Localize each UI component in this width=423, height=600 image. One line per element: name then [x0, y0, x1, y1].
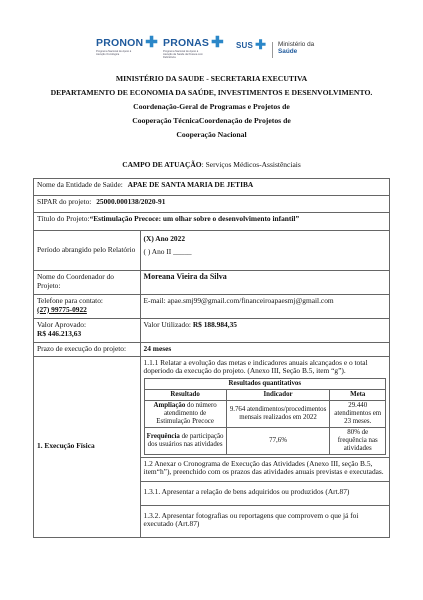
header-line4: Cooperação TécnicaCoordenação de Projetos de	[132, 116, 291, 125]
periodo-option-ano-2022: (X) Ano 2022	[143, 234, 186, 243]
plus-cross-icon: ✚	[145, 34, 158, 51]
row1-meta: 29.440 atendimentos em 23 meses.	[330, 400, 386, 427]
titulo-value: “Estimulação Precoce: um olhar sobre o desenvolvimento infantil”	[89, 214, 300, 223]
valor-aprovado-value: R$ 446.213,63	[37, 328, 82, 338]
row-sipar	[34, 196, 390, 213]
periodo-option-ano-ii: ( ) Ano II _____	[143, 246, 192, 256]
sus-logo-text: SUS	[236, 40, 254, 50]
valor-utilizado-label: Valor Utilizado:	[143, 320, 191, 329]
sipar-label: SIPAR do projeto:	[37, 197, 92, 206]
resultado-row-frequencia	[144, 427, 385, 454]
row-coordenador	[34, 271, 390, 295]
valor-utilizado-value: R$ 188.984,35	[192, 320, 237, 329]
campo-value: : Serviços Médicos-Assistênciais	[201, 160, 301, 169]
coordenador-label: Nome do Coordenador do Projeto:	[34, 271, 141, 295]
pronon-logo-subtitle: Programa Nacional de Apoio à Atenção Oncológica	[96, 50, 132, 56]
row1-indicador: 9.764 atendimentos/procedimentos mensais realizados em 2022	[226, 400, 330, 427]
telefone-label: Telefone para contato:	[37, 296, 103, 305]
row2-resultado-bold: Frequência	[146, 432, 180, 440]
ministerio-line2: Saúde	[278, 48, 298, 56]
coordenador-value: Moreana Vieira da Silva	[140, 271, 389, 295]
col-indicador-header: Indicador	[226, 389, 330, 400]
logo-divider	[272, 42, 273, 58]
row2-resultado: de participação dos usuários nas atividades	[147, 432, 224, 448]
item-1-3-1: 1.3.1. Apresentar a relação de bens adquiridos ou produzidos (Art.87)	[141, 481, 389, 503]
header-line2: DEPARTAMENTO DE ECONOMIA DA SAÚDE, INVESTIMENTOS E DESENVOLVIMENTO.	[50, 88, 373, 97]
header-line3: Coordenação-Geral de Programas e Projetos de	[133, 102, 290, 111]
item-1-3-2: 1.3.2. Apresentar fotografias ou reportagens que comprovem o que já foi executado (Art.87)	[141, 505, 389, 535]
telefone-value: (27) 99775-0922	[37, 304, 87, 314]
pronas-logo-subtitle: Programa Nacional de Apoio à Atenção da Saúde da Pessoa com Deficiência	[163, 50, 203, 59]
item-1-1-1: 1.1.1 Relatar a evolução das metas e indicadores anuais alcançados e o total doperiodo da execução do projeto. (Anexo III, Seção B.5, item “g”).	[143, 357, 368, 376]
project-form-table	[33, 178, 390, 538]
item-1-2: 1.2 Anexar o Cronograma de Execução das Atividades (Anexo III, seção B.5, item“h”), preenchido com os prazos das atividades anuais previstas e executadas.	[141, 457, 389, 479]
resultados-title: Resultados quantitativos	[144, 378, 385, 389]
row-periodo	[34, 231, 390, 271]
pronas-logo-text: PRONAS	[163, 37, 210, 49]
row1-resultado: do número atendimento de Estimulação Precoce	[156, 401, 217, 425]
periodo-label: Período abrangido pelo Relatório	[34, 231, 141, 271]
resultados-quantitativos-table	[144, 378, 386, 455]
prazo-value: 24 meses	[140, 343, 389, 357]
sus-logo	[236, 37, 266, 52]
col-meta-header: Meta	[330, 389, 386, 400]
email-value: E-mail: apae.smj99@gmail.com/financeiroapaesmj@gmail.com	[140, 295, 389, 319]
pronon-logo	[96, 34, 158, 56]
titulo-label: Título do Projeto:	[37, 214, 90, 223]
row-prazo	[34, 343, 390, 357]
plus-cross-icon: ✚	[255, 37, 266, 52]
row-titulo	[34, 213, 390, 231]
entidade-value: APAE DE SANTA MARIA DE JETIBA	[127, 180, 254, 189]
row-telefone	[34, 295, 390, 319]
ministerio-line1: Ministério da	[278, 41, 315, 48]
pronon-logo-text: PRONON	[96, 37, 144, 49]
row-entidade	[34, 179, 390, 196]
campo-label: CAMPO DE ATUAÇÃO	[122, 160, 202, 169]
prazo-label: Prazo de execução do projeto:	[34, 343, 141, 357]
row-execucao-fisica	[34, 356, 390, 537]
ministerio-logo	[278, 41, 314, 56]
row-valores	[34, 319, 390, 343]
plus-cross-icon: ✚	[211, 34, 224, 51]
header-line5: Cooperação Nacional	[176, 130, 247, 139]
header-line1: MINISTÉRIO DA SAUDE - SECRETARIA EXECUTIVA	[115, 74, 308, 83]
sipar-value: 25000.000138/2020-91	[96, 197, 166, 206]
campo-atuacao	[0, 160, 423, 169]
logo-bar	[0, 34, 423, 61]
execucao-fisica-label: 1. Execução Física	[34, 356, 141, 537]
col-resultado-header: Resultado	[144, 389, 226, 400]
resultado-row-ampliacao	[144, 400, 385, 427]
row2-indicador: 77,6%	[226, 427, 330, 454]
row2-meta: 80% de frequência nas atividades	[330, 427, 386, 454]
pronas-logo	[163, 34, 224, 59]
row1-resultado-bold: Ampliação	[153, 401, 186, 409]
entidade-label: Nome da Entidade de Saúde:	[37, 180, 123, 189]
valor-aprovado-label: Valor Aprovado:	[37, 320, 87, 329]
